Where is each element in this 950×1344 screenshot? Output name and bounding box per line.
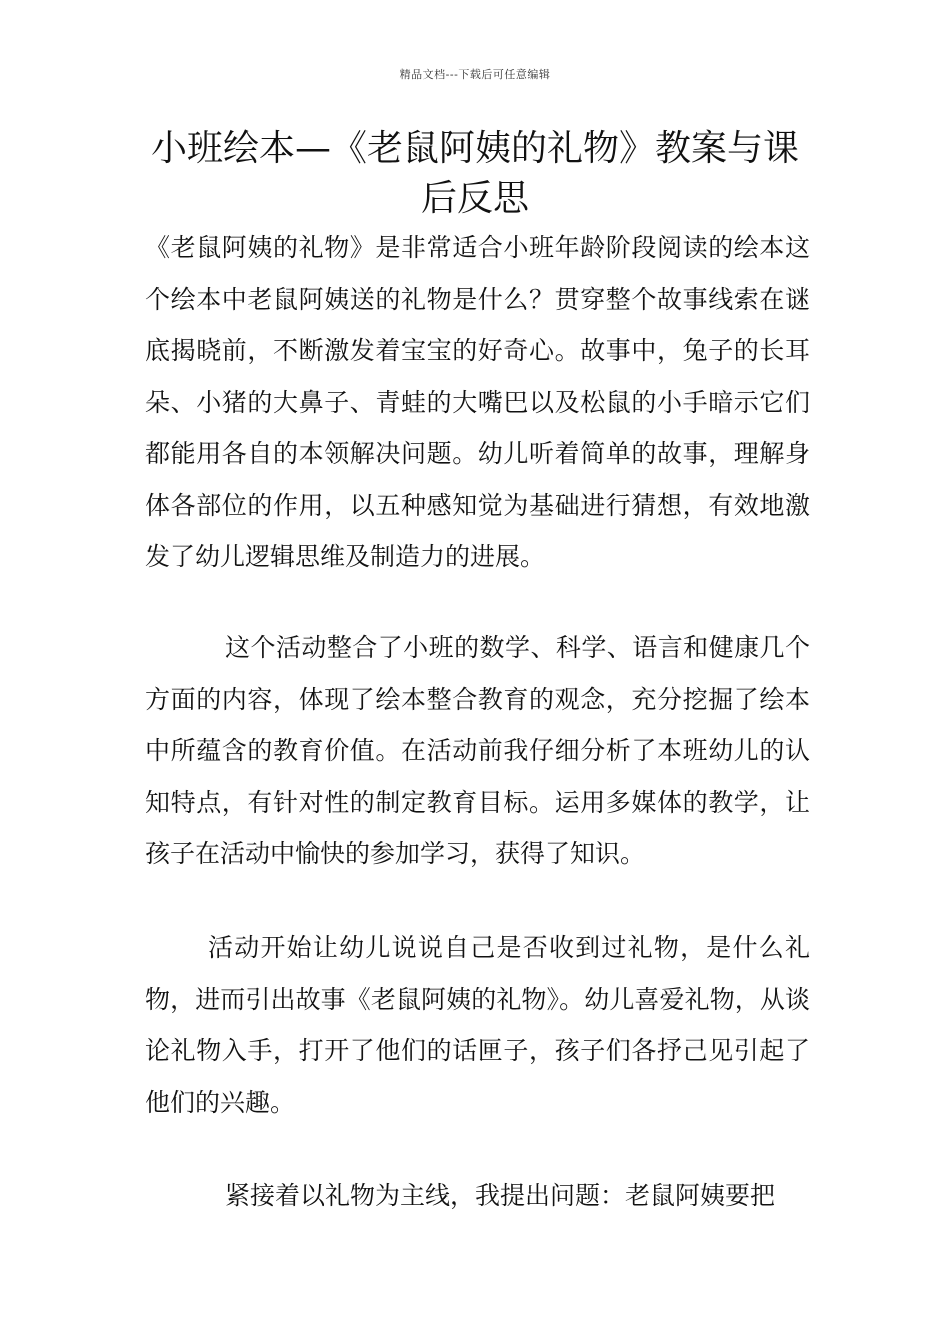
paragraph-intro: 《老鼠阿姨的礼物》是非常适合小班年龄阶段阅读的绘本这个绘本中老鼠阿姨送的礼物是什么？贯穿整个故事线索在谜底揭晓前，不断激发着宝宝的好奇心。故事中，兔子的长耳朵、小猪的大鼻子、青蛙的大嘴巴以及松鼠的小手暗示它们都能用各自的本领解决问题。幼儿听着简单的故事，理解身体各部位的作用，以五种感知觉为基础进行猜想，有效地激发了幼儿逻辑思维及制造力的进展。	[145, 233, 810, 571]
paragraph-integration: 这个活动整合了小班的数学、科学、语言和健康几个方面的内容，体现了绘本整合教育的观念，充分挖掘了绘本中所蕴含的教育价值。在活动前我仔细分析了本班幼儿的认知特点，有针对性的制定教育目标。运用多媒体的教学，让孩子在活动中愉快的参加学习，获得了知识。	[145, 633, 810, 868]
document-title: 小班绘本—《老鼠阿姨的礼物》教案与课后反思	[150, 128, 799, 219]
paragraph-activity-start: 活动开始让幼儿说说自己是否收到过礼物，是什么礼物，进而引出故事《老鼠阿姨的礼物》。幼儿喜爱礼物，从谈论礼物入手，打开了他们的话匣子，孩子们各抒己见引起了他们的兴趣。	[145, 933, 810, 1117]
paragraph-question: 紧接着以礼物为主线，我提出问题：老鼠阿姨要把	[225, 1181, 776, 1210]
header-watermark: 精品文档---下载后可任意编辑	[399, 68, 551, 81]
